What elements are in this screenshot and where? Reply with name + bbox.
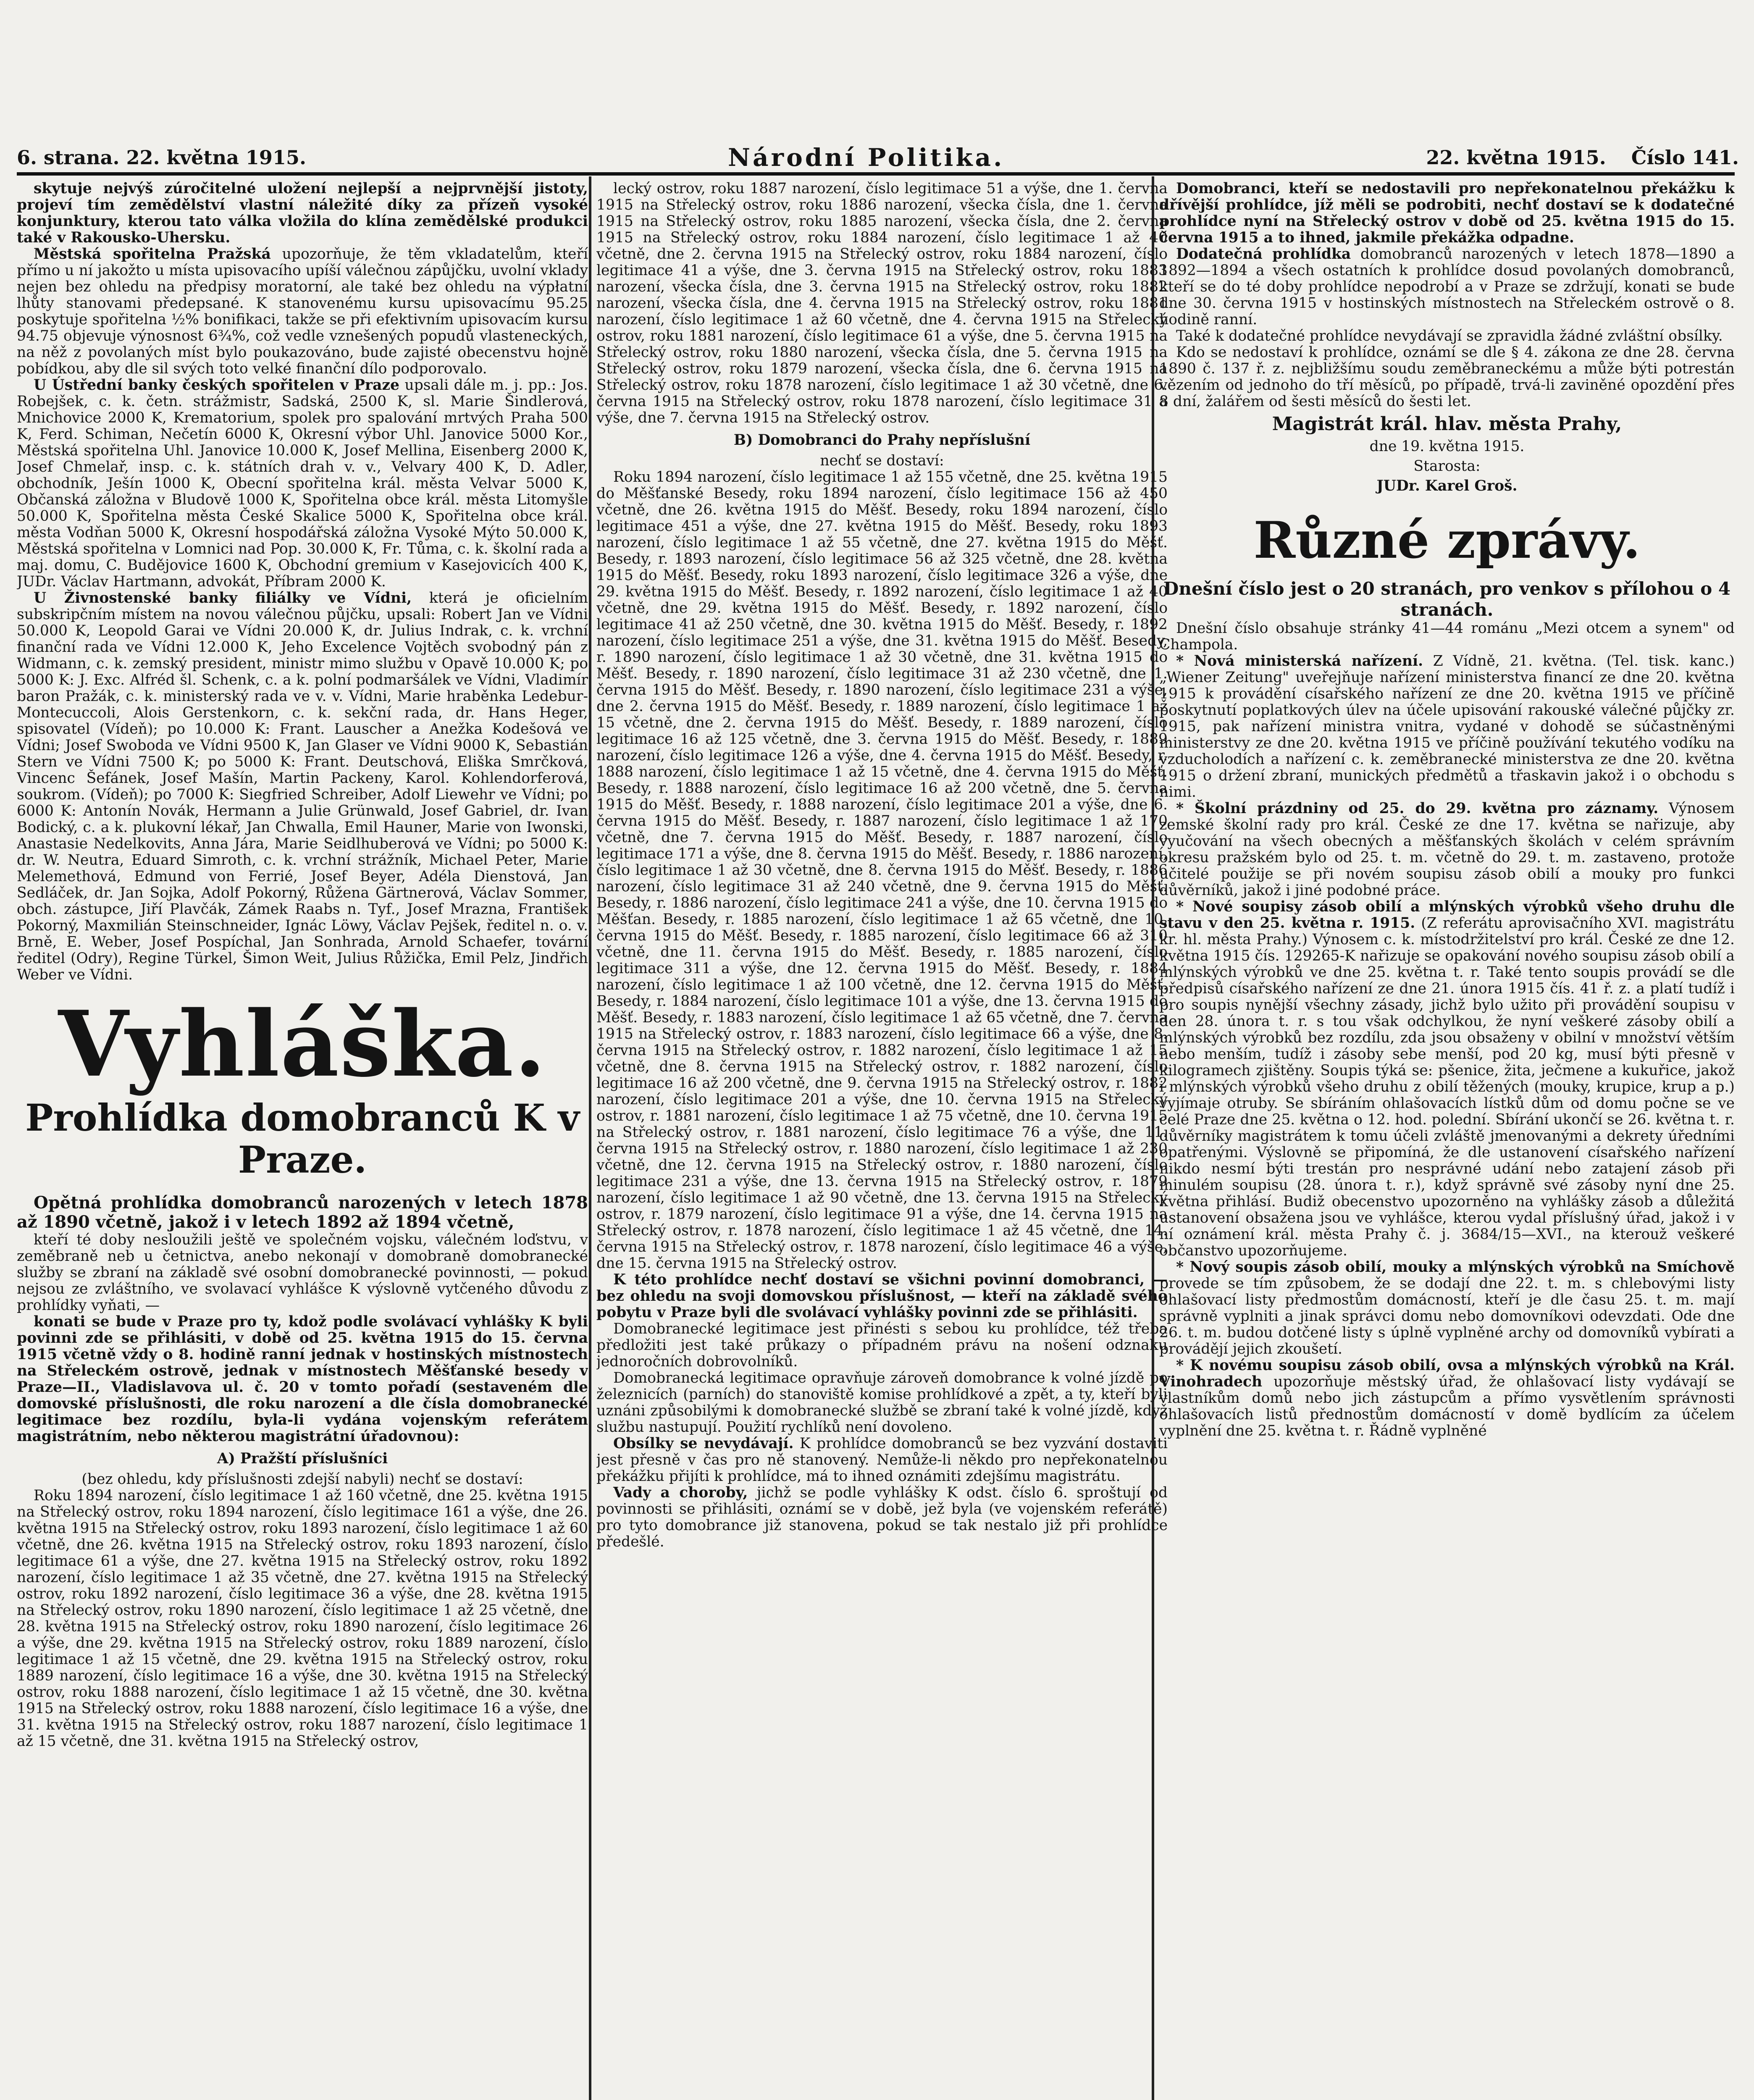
masthead: Národní Politika. [727, 143, 1005, 172]
news-text: Výnosem zemské školní rady pro král. České ze dne 17. května se nařizuje, aby vyučování na všech obecných a měšťanských školách v celém správním okresu pražském bylo od 25. t. m. včetně do 29. t. m. zastaveno, protože učitelé použije se při novém soupisu zásob obilí a mouky pro funkci důvěrníků, jakož i jiné podobné práce. [1159, 800, 1735, 899]
announcement-title: Vyhláška. [58, 991, 547, 1097]
paragraph-heading: Dodatečná prohlídka [1176, 246, 1351, 262]
news-heading: * Školní prázdniny od 25. do 29. května pro záznamy. [1176, 800, 1659, 817]
paragraph: Dnešní číslo obsahuje stránky 41—44 románu „Mezi otcem a synem" od Champola. [1159, 620, 1735, 653]
paragraph-heading: U Živnostenské banky filiálky ve Vídni, [34, 590, 412, 606]
section-note-a: (bez ohledu, kdy příslušnosti zdejší nabyli) nechť se dostaví: [81, 1471, 523, 1488]
paragraph-text: domobranců narozených v letech 1878—1890 a 1892—1894 a všech ostatních k prohlídce dosud povolaných domobranců, kteří se do té doby prohlídce nepodrobí a v Praze se zdržují, konati se bude dne 30. června 1915 v hostinských místnostech na Střeleckém ostrově o 8. hodině ranní. [1159, 246, 1735, 328]
paragraph: lecký ostrov, roku 1887 narození, číslo legitimace 51 a výše, dne 1. června 1915 na Střelecký ostrov, roku 1886 narození, všecka čísla, dne 1. června 1915 na Střelecký ostrov, roku 1885 narození, všecka čísla, dne 2. června 1915 na Střelecký ostrov, roku 1884 narození, číslo legitimace 1 až 40 včetně, dne 2. června 1915 na Střelecký ostrov, roku 1884 narození, číslo legitimace 41 a výše, dne 3. června 1915 na Střelecký ostrov, roku 1883 narození, všecka čísla, dne 3. června 1915 na Střelecký ostrov, roku 1882 narození, všecka čísla, dne 4. června 1915 na Střelecký ostrov, roku 1881 narození, číslo legitimace 1 až 60 včetně, dne 4. června 1915 na Střelecký ostrov, roku 1881 narození, číslo legitimace 61 a výše, dne 5. června 1915 na Střelecký ostrov, roku 1880 narození, všecka čísla, dne 5. června 1915 na Střelecký ostrov, roku 1879 narození, všecka čísla, dne 6. června 1915 na Střelecký ostrov, roku 1878 narození, číslo legitimace 1 až 30 včetně, dne 6. června 1915 na Střelecký ostrov, roku 1878 narození, číslo legitimace 31 a výše, dne 7. června 1915 na Střelecký ostrov. [596, 181, 1168, 426]
paragraph: Kdo se nedostaví k prohlídce, oznámí se dle § 4. zákona ze dne 28. června 1890 č. 137 ř. z. nejbližšímu soudu zeměbraneckému a může býti potrestán vězením od jednoho do tří měsíců, po případě, trvá-li zaviněné opozdění přes 8 dní, žalářem od šesti měsíců do šesti let. [1159, 344, 1735, 410]
paragraph [1159, 246, 1735, 328]
header-rule [17, 172, 1735, 176]
paragraph: Také k dodatečné prohlídce nevydávají se zpravidla žádné zvláštní obsílky. [1176, 328, 1723, 344]
news-item [1159, 899, 1735, 1259]
news-text: provede se tím způsobem, že se dodají dne 22. t. m. s chlebovými listy ohlašovací listy předmostům domácností, kteří je dle času 25. t. m. mají správně vyplniti a jinak správci domu nebo domovníkovi odevzdati. Ode dne 26. t. m. budou dotčené listy s úplně vyplněné archy od domovníků vybírati a provádějí jejich zkoušetí. [1159, 1275, 1735, 1357]
section-heading-b: B) Domobranci do Prahy nepříslušní [733, 432, 1031, 449]
header-date: 22. května 1915. [1426, 146, 1606, 169]
column-divider-1 [589, 176, 591, 2100]
issue-notice: Dnešní číslo jest o 20 stranách, pro venkov s přílohou o 4 stranách. [1163, 578, 1731, 620]
paragraph-heading: U Ústřední banky českých spořitelen v Praze [34, 377, 399, 394]
paragraph: Domobranecké legitimace jest přinésti s sebou ku prohlídce, též třeba předložiti jest také průkazy o případném právu na nošení odznaku jednoročních dobrovolníků. [596, 1320, 1168, 1370]
news-text: (Z referátu aprovisačního XVI. magistrátu kr. hl. města Prahy.) Výnosem c. k. místodržitelství pro král. České ze dne 12. května 1915 čís. 129265-K nařizuje se opakování nového soupisu zásob obilí a mlýnských výrobků ve dne 25. května t. r. Také tento soupis provádí se dle předpisů císařského nařízení ze dne 21. února 1915 čís. 41 ř. z. a platí tudíž i pro soupis nynější všechny zásady, jichž bylo užito při provádění soupisu v den 28. února t. r. s tou však odchylkou, že nyní veškeré zásoby obilí a mlýnských výrobků bez rozdílu, zda jsou obsaženy v obilní v množství větším nebo menším, tudíž i zásoby sebe menší, pod 20 kg, musí býti přesně v kilogramech zjištěny. Soupis týká se: pšenice, žita, ječmene a kukuřice, jakož i mlýnských výrobků všeho druhu z obilí těžených (mouky, krupice, krup a p.) vyjímaje otruby. Se sbíráním ohlašovacích lístků dům od domu počne se ve celé Praze dne 25. května o 12. hod. polední. Sbírání ukončí se 26. května t. r. důvěrníky magistrátem k tomu účeli zvláště jmenovanými a dekrety úředními opatřenými. Výslovně se připomíná, že dle ustanovení císařského nařízení nikdo nesmí býti trestán pro nesprávné udání nebo zatajení zásob při minulém soupisu (28. února t. r.), když správně své zásoby nyní dne 25. května přihlásí. Budiž obecenstvo upozorněno na vyhlášky zásob a důležitá ustanovení obsažena jsou ve vyhlášce, kterou vydal příslušný úřad, jakož i v ní oznámení král. města Prahy č. j. 3684/15—XVI., na kterouž veškeré občanstvo upozorňujeme. [1159, 915, 1735, 1259]
paragraph [596, 1485, 1168, 1550]
header-right [1426, 146, 1739, 169]
paragraph [596, 1436, 1168, 1485]
news-heading: * Nový soupis zásob obilí, mouky a mlýnských výrobků na Smíchově [1176, 1259, 1735, 1276]
paragraph-text: K prohlídce domobranců se bez vyzvání dostaviti jest přesně v čas pro ně stanovený. Nemůže-li někdo pro nepřekonatelnou překážku přijíti k prohlídce, má to ihned oznámiti zdejšímu magistrátu. [596, 1435, 1168, 1485]
news-item [1159, 1259, 1735, 1357]
paragraph [17, 590, 588, 983]
news-item [1159, 653, 1735, 801]
paragraph: Domobranci, kteří se nedostavili pro nepřekonatelnou překážku k dřívější prohlídce, jíž měli se podrobiti, nechť dostaví se k dodatečné prohlídce nyní na Střelecký ostrov v době od 25. května 1915 do 15. června 1915 a to ihned, jakmile překážka odpadne. [1159, 181, 1735, 246]
signature-role: Starosta: [1413, 458, 1481, 475]
paragraph-text: upozorňuje, že těm vkladatelům, kteří přímo u ní jakožto u místa upisovacího upíší válečnou zápůjčku, uvolní vklady nejen bez ohledu na předpisy moratorní, ale také bez ohledu na výpłatní lhůty stanovami předepsané. K stanovenému kursu upisovacímu 95.25 poskytuje spořitelna ½% bonifikaci, takže se při efektivním upisovacím kursu 94.75 objevuje výnosnost 6¾%, což vedle vznešených popudů vlasteneckých, na něž z povolaných míst bylo poukazováno, bude zajisté obecenstvu hojně pobídkou, aby dle sil svých toto velké finanční dílo podporovalo. [17, 246, 588, 377]
column-2 [596, 181, 1168, 2100]
news-item [1159, 801, 1735, 899]
signature-name: JUDr. Karel Groš. [1376, 478, 1518, 494]
section-title-ruzne-zpravy: Různé zprávy. [1253, 511, 1641, 570]
paragraph: Domobranecká legitimace opravňuje zároveň domobrance k volné jízdě po železnicích (parních) do stanoviště komise prohlídkové a zpět, a ty, kteří byli uznáni způsobilými k domobranecké službě se zbraní také k volné jízdě, když službu nastupují. Použití rychlíků není dovoleno. [596, 1370, 1168, 1436]
paragraph: skytuje nejvýš zúročitelné uložení nejlepší a nejprvnější jistoty, projeví tím zemědělství vlastní náležité díky za přízeň vysoké konjunktury, kterou tato válka vložila do klína zemědělské produkci také v Rakousko-Uhersku. [17, 181, 588, 246]
paragraph-text: upsali dále m. j. pp.: Jos. Robejšek, c. k. četn. strážmistr, Sadská, 2500 K, sl. Marie Šindlerová, Mnichovice 2000 K, Krematorium, spolek pro spalování mrtvých Praha 500 K, Ferd. Schiman, Nečetín 6000 K, Okresní výbor Uhl. Janovice 5000 Kor., Městská spořitelna Uhl. Janovice 10.000 K, Josef Mellina, Eisenberg 2000 K, Josef Chmelař, insp. c. k. státních drah v. v., Velvary 400 K, D. Adler, obchodník, Ješín 1000 K, Obecní spořitelna král. města Velvar 5000 K, Občanská záložna v Bludově 1000 K, Spořitelna obce král. města Litomyšle 50.000 K, Spořitelna města České Skalice 5000 K, Spořitelna obce král. města Vodňan 5000 K, Okresní hospodářská záložna Vysoké Mýto 50.000 K, Městská spořitelna v Lomnici nad Pop. 30.000 K, Fr. Tůma, c. k. školní rada a maj. domu, C. Budějovice 1600 K, Obchodní gremium v Kasejovicích 400 K, JUDr. Václav Hartmann, advokát, Příbram 2000 K. [17, 377, 588, 590]
paragraph [17, 246, 588, 377]
section-heading-a: A) Pražští příslušníci [217, 1450, 388, 1467]
paragraph-heading: Obsílky se nevydávají. [613, 1435, 794, 1452]
news-heading: * Nové soupisy zásob obilí a mlýnských výrobků všeho druhu dle stavu v den 25. května r. 1915. [1159, 898, 1735, 932]
news-heading: * Nová ministerská nařízení. [1176, 653, 1423, 669]
announcement-lead: Opětná prohlídka domobranců narozených v letech 1878 až 1890 včetně, jakož i v letech 1892 až 1894 včetně, [17, 1193, 588, 1232]
paragraph-text: která je oficielním subskripčním místem na novou válečnou půjčku, upsali: Robert Jan ve Vídni 50.000 K, Leopold Garai ve Vídni 20.000 K, dr. Julius Indrak, c. k. vrchní finanční rada ve Vídni 12.000 K, Jeho Excelence Vojtěch svobodný pán z Widmann, c. k. zemský president, ministr mimo službu v Opavě 10.000 K; po 5000 K: J. Exc. Alfréd šl. Schenk, c. a k. polní podmaršálek ve Vídni, Vladimír baron Pražák, c. k. ministerský rada ve v. v. Vídni, Marie hraběnka Ledebur-Montecuccoli, Alois Gerstenkorn, c. k. sekční rada, dr. Hans Heger, spisovatel (Vídeň); po 10.000 K: Frant. Lauscher a Anežka Kodešová ve Vídni; Josef Swoboda ve Vídni 9500 K, Jan Glaser ve Vídni 9000 K, Sebastián Stern ve Vídni 7500 K; po 5000 K: Frant. Deutschová, Eliška Smrčková, Vincenc Šefánek, Josef Mašín, Martin Packeny, Karol. Kohlendorferová, soukrom. (Vídeň); po 7000 K: Siegfried Schreiber, Adolf Liewehr ve Vídni; po 6000 K: Antonín Novák, Hermann a Julie Grünwald, Josef Gabriel, dr. Ivan Bodický, c. a k. plukovní lékař, Jan Chwalla, Emil Hauner, Marie von Iwonski, Anastasie Nedelkovits, Anna Jára, Marie Seidlhuberová ve Vídni; po 5000 K: dr. W. Neutra, Eduard Simroth, c. k. vrchní strážník, Michael Peter, Marie Melemethová, Edmund von Ferrié, Josef Beyer, Adéla Dienstová, Jan Sedláček, dr. Jan Sojka, Adolf Pokorný, Růžena Gärtnerová, Václav Sommer, obch. zástupce, Jiří Plavčák, Zámek Raabs n. Tyf., Josef Mrazna, František Pokorný, Maxmilián Steinschneider, Ignác Löwy, Václav Pejšek, ředitel n. o. v. Brně, E. Weber, Josef Pospíchal, Jan Sonhrada, Arnold Schaefer, tovární ředitel (Odry), Regine Türkel, Šimon Weit, Julius Růžička, Emil Pelz, Jindřich Weber ve Vídni. [17, 590, 588, 983]
page-number-date: 6. strana. 22. května 1915. [17, 146, 306, 169]
column-3 [1159, 181, 1735, 2100]
paragraph: konati se bude v Praze pro ty, kdož podle svolávací vyhlášky K byli povinni zde se přihlásiti, v době od 25. května 1915 do 15. června 1915 včetně vždy o 8. hodině ranní jednak v hostinských místnostech na Střeleckém ostrově, jednak v místnostech Měšťanské besedy v Praze—II., Vladislavova ul. č. 20 v tomto pořadí (sestaveném dle domovské příslušnosti, dle roku narození a dle čísla domobranecké legitimace bez rozdílu, byla-li vydána vojenským referátem magistrátním, nebo některou magistrátní úřadovnou): [17, 1313, 588, 1445]
signature-date: dne 19. května 1915. [1369, 438, 1525, 455]
news-heading: * K novému soupisu zásob obilí, ovsa a mlýnských výrobků na Král. Vinohradech [1159, 1357, 1735, 1390]
issue-number: Číslo 141. [1631, 146, 1739, 169]
paragraph-text: jichž se podle vyhlášky K odst. číslo 6. sproštují od povinnosti se přihlásiti, oznámí se v době, jež byla (ve vojenském referátě) pro tyto domobrance již stanovena, pokud se tak nestalo již při prohlídce předešlé. [596, 1484, 1168, 1550]
paragraph: Roku 1894 narození, číslo legitimace 1 až 160 včetně, dne 25. května 1915 na Střelecký ostrov, roku 1894 narození, číslo legitimace 161 a výše, dne 26. května 1915 na Střelecký ostrov, roku 1893 narození, číslo legitimace 1 až 60 včetně, dne 26. května 1915 na Střelecký ostrov, roku 1893 narození, číslo legitimace 61 a výše, dne 27. května 1915 na Střelecký ostrov, roku 1892 narození, číslo legitimace 1 až 35 včetně, dne 27. května 1915 na Střelecký ostrov, roku 1892 narození, číslo legitimace 36 a výše, dne 28. května 1915 na Střelecký ostrov, roku 1890 narození, číslo legitimace 1 až 25 včetně, dne 28. května 1915 na Střelecký ostrov, roku 1890 narození, číslo legitimace 26 a výše, dne 29. května 1915 na Střelecký ostrov, roku 1889 narození, číslo legitimace 1 až 15 včetně, dne 29. května 1915 na Střelecký ostrov, roku 1889 narození, číslo legitimace 16 a výše, dne 30. května 1915 na Střelecký ostrov, roku 1888 narození, číslo legitimace 1 až 15 včetně, dne 30. května 1915 na Střelecký ostrov, roku 1888 narození, číslo legitimace 16 a výše, dne 31. května 1915 na Střelecký ostrov, roku 1887 narození, číslo legitimace 1 až 15 včetně, dne 31. května 1915 na Střelecký ostrov, [17, 1487, 588, 1750]
page-header [17, 143, 1739, 172]
paragraph [17, 377, 588, 590]
announcement-subtitle: Prohlídka domobranců K v Praze. [25, 1096, 580, 1181]
section-note-b: nechť se dostaví: [820, 452, 944, 469]
column-1 [17, 181, 588, 2100]
paragraph-heading: Vady a choroby, [613, 1484, 748, 1501]
signature-magistrate: Magistrát král. hlav. města Prahy, [1272, 413, 1622, 435]
paragraph: K této prohlídce nechť dostaví se všichni povinní domobranci, — bez ohledu na svoji domovskou příslušnost, — kteří na základě svého pobytu v Praze byli dle svolávací vyhlášky povinni zde se přihlásiti. [596, 1271, 1168, 1321]
news-text: upozorňuje městský úřad, že ohlašovací listy vydávají se vlastníkům domů nebo jich zástupcům a přímo vysvětlením správnosti ohlašovacích listů přednostům domácností v domě bydlícím za účelem vyplnění dne 25. května t. r. Řádně vyplněné [1159, 1373, 1735, 1439]
paragraph-heading: Městská spořitelna Pražská [34, 246, 271, 262]
paragraph: Roku 1894 narození, číslo legitimace 1 až 155 včetně, dne 25. května 1915 do Měšťanské Besedy, roku 1894 narození, číslo legitimace 156 až 450 včetně, dne 26. května 1915 do Měšť. Besedy, roku 1894 narození, číslo legitimace 451 a výše, dne 27. května 1915 do Měšť. Besedy, roku 1893 narození, číslo legitimace 1 až 55 včetně, dne 27. května 1915 do Měšť. Besedy, r. 1893 narození, číslo legitimace 56 až 325 včetně, dne 28. května 1915 do Měšť. Besedy, roku 1893 narození, číslo legitimace 326 a výše, dne 29. května 1915 do Měšť. Besedy, r. 1892 narození, číslo legitimace 1 až 40 včetně, dne 29. května 1915 do Měšť. Besedy, r. 1892 narození, číslo legitimace 41 až 250 včetně, dne 30. května 1915 do Měšť. Besedy, r. 1892 narození, číslo legitimace 251 a výše, dne 31. května 1915 do Měšť. Besedy, r. 1890 narození, číslo legitimace 1 až 30 včetně, dne 31. května 1915 do Měšť. Besedy, r. 1890 narození, číslo legitimace 31 až 230 včetně, dne 1. června 1915 do Měšť. Besedy, r. 1890 narození, číslo legitimace 231 a výše, dne 2. června 1915 do Měšť. Besedy, r. 1889 narození, číslo legitimace 1 až 15 včetně, dne 2. června 1915 do Měšť. Besedy, r. 1889 narození, číslo legitimace 16 až 125 včetně, dne 3. června 1915 do Měšť. Besedy, r. 1889 narození, číslo legitimace 126 a výše, dne 4. června 1915 do Měšť. Besedy, r. 1888 narození, číslo legitimace 1 až 15 včetně, dne 4. června 1915 do Měšť. Besedy, r. 1888 narození, číslo legitimace 16 až 200 včetně, dne 5. června 1915 do Měšť. Besedy, r. 1888 narození, číslo legitimace 201 a výše, dne 6. června 1915 do Měšť. Besedy, r. 1887 narození, číslo legitimace 1 až 170 včetně, dne 7. června 1915 do Měšť. Besedy, r. 1887 narození, číslo legitimace 171 a výše, dne 8. června 1915 do Měšť. Besedy, r. 1886 narození, číslo legitimace 1 až 30 včetně, dne 8. června 1915 do Měšť. Besedy, r. 1886 narození, číslo legitimace 31 až 240 včetně, dne 9. června 1915 do Měšť. Besedy, r. 1886 narození, číslo legitimace 241 a výše, dne 10. června 1915 do Měšťan. Besedy, r. 1885 narození, číslo legitimace 1 až 65 včetně, dne 10. června 1915 do Měšť. Besedy, r. 1885 narození, číslo legitimace 66 až 310 včetně, dne 11. června 1915 do Měšť. Besedy, r. 1885 narození, číslo legitimace 311 a výše, dne 12. června 1915 do Měšť. Besedy, r. 1884 narození, číslo legitimace 1 až 100 včetně, dne 12. června 1915 do Měšť. Besedy, r. 1884 narození, číslo legitimace 101 a výše, dne 13. června 1915 do Měšť. Besedy, r. 1883 narození, číslo legitimace 1 až 65 včetně, dne 7. června 1915 na Střelecký ostrov, r. 1883 narození, číslo legitimace 66 a výše, dne 8. června 1915 na Střelecký ostrov, r. 1882 narození, číslo legitimace 1 až 15 včetně, dne 8. června 1915 na Střelecký ostrov, r. 1882 narození, číslo legitimace 16 až 200 včetně, dne 9. června 1915 na Střelecký ostrov, r. 1882 narození, číslo legitimace 201 a výše, dne 10. června 1915 na Střelecký ostrov, r. 1881 narození, číslo legitimace 1 až 75 včetně, dne 10. června 1915 na Střelecký ostrov, r. 1881 narození, číslo legitimace 76 a výše, dne 11. června 1915 na Střelecký ostrov, r. 1880 narození, číslo legitimace 1 až 230 včetně, dne 12. června 1915 na Střelecký ostrov, r. 1880 narození, číslo legitimace 231 a výše, dne 13. června 1915 na Střelecký ostrov, r. 1879 narození, číslo legitimace 1 až 90 včetně, dne 13. června 1915 na Střelecký ostrov, r. 1879 narození, číslo legitimace 91 a výše, dne 14. června 1915 na Střelecký ostrov, r. 1878 narození, číslo legitimace 1 až 45 včetně, dne 14. června 1915 na Střelecký ostrov, r. 1878 narození, číslo legitimace 46 a výše, dne 15. června 1915 na Střelecký ostrov. [596, 469, 1168, 1272]
paragraph: kteří té doby nesloužili ještě ve společném vojsku, válečném loďstvu, v zeměbraně neb u četnictva, anebo nekonají v domobraně domobranecké služby se zbraní na základě své osobní domobranecké povinnosti, — pokud nejsou ze zvláštního, ve svolavací vyhlášce K výslovně vytčeného důvodu z prohlídky vyňati, — [17, 1231, 588, 1314]
news-item [1159, 1357, 1735, 1439]
news-text: Z Vídně, 21. května. (Tel. tisk. kanc.) „Wiener Zeitung" uveřejňuje nařízení ministerstva financí ze dne 20. května 1915 k provádění císařského nařízení ze dne 20. května 1915 ve příčině poskytnutí poplatkových úlev na účele upisování rakouské válečné půjčky zr. 1915, pak nařízení ministra vnitra, vydané v dohodě se súčastněnými ministerstvy ze dne 20. května 1915 ve příčině používání tekutého vodíku na vzducholodích a nařízení c. k. zeměbranecké ministerstva ze dne 20. května 1915 o držení zbraní, munických předmětů a třaskavin jakož i o obchodu s nimi. [1159, 653, 1735, 801]
